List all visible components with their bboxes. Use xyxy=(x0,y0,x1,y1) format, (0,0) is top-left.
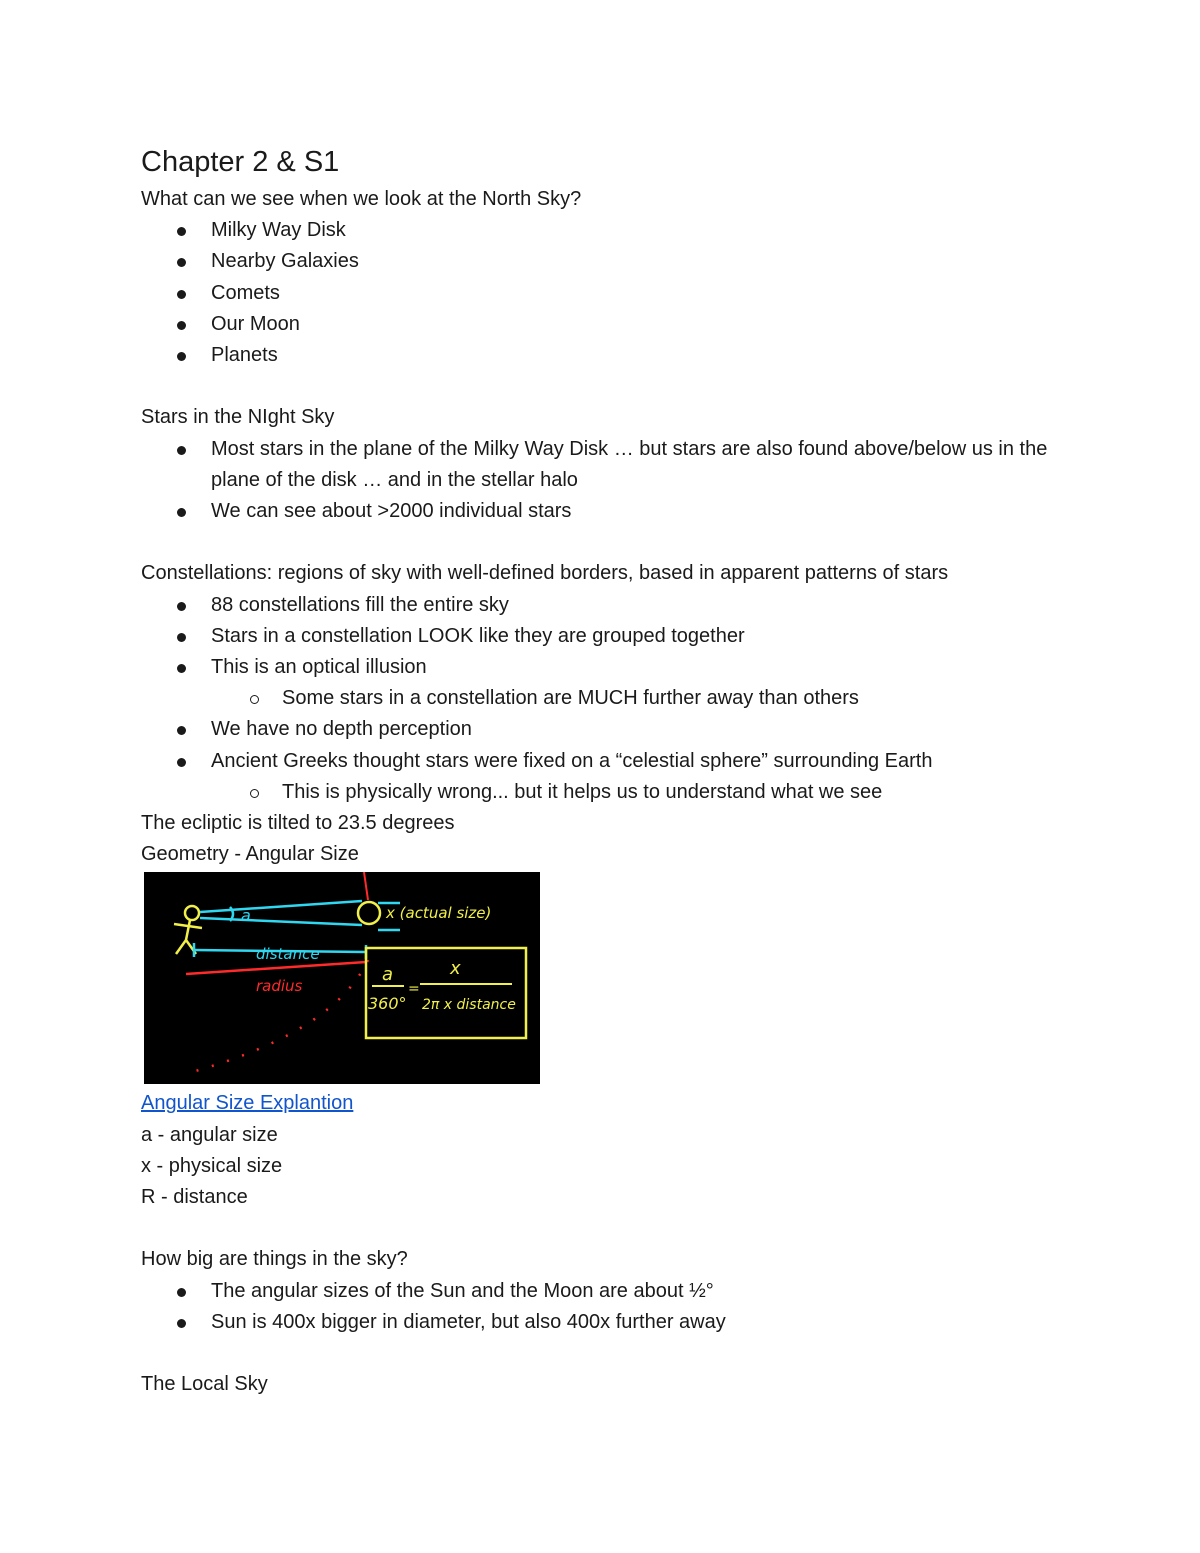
bullet-list xyxy=(141,1276,1061,1338)
bullet-icon xyxy=(177,352,186,361)
blank-line xyxy=(141,527,1061,558)
angular-size-diagram xyxy=(144,872,540,1084)
list-item: Planets xyxy=(141,340,1061,371)
list-item: Comets xyxy=(141,278,1061,309)
radius-label: radius xyxy=(256,977,303,996)
section-heading: How big are things in the sky? xyxy=(141,1248,408,1271)
definition-line: x - physical size xyxy=(141,1154,283,1177)
list-item: Stars in a constellation LOOK like they are grouped together xyxy=(141,621,1061,652)
list-item: Milky Way Disk xyxy=(141,215,1061,246)
bullet-icon xyxy=(177,227,186,236)
section-heading: The Local Sky xyxy=(141,1373,268,1396)
bullet-icon xyxy=(177,602,186,611)
section-heading: Constellations: regions of sky with well-defined borders, based in apparent patterns of stars xyxy=(141,562,949,585)
list-item: Most stars in the plane of the Milky Way Disk … but stars are also found above/below us in the plane of the disk … and in the stellar halo xyxy=(141,434,1061,496)
formula-denominator: 2π x distance xyxy=(422,997,516,1014)
list-item: 88 constellations fill the entire sky xyxy=(141,590,1061,621)
formula-equals: = xyxy=(408,981,420,998)
list-item: We have no depth perception xyxy=(141,714,1061,745)
sub-list-item: Some stars in a constellation are MUCH further away than others xyxy=(141,683,1061,714)
list-item: Nearby Galaxies xyxy=(141,246,1061,277)
bullet-icon xyxy=(177,633,186,642)
bullet-icon xyxy=(177,726,186,735)
bullet-list xyxy=(141,434,1061,528)
definition-line: a - angular size xyxy=(141,1123,278,1146)
bullet-icon xyxy=(177,508,186,517)
hollow-bullet-icon xyxy=(250,789,259,798)
definition-line: R - distance xyxy=(141,1186,248,1209)
list-item: Ancient Greeks thought stars were fixed on a “celestial sphere” surrounding Earth This is physically wrong... but it helps us to understand what we see xyxy=(141,746,1061,808)
bullet-icon xyxy=(177,321,186,330)
bullet-list xyxy=(141,590,1061,808)
sub-list xyxy=(141,683,1061,714)
bullet-icon xyxy=(177,290,186,299)
bullet-icon xyxy=(177,1288,186,1297)
link-paragraph xyxy=(141,1088,1061,1119)
ecliptic-text: The ecliptic is tilted to 23.5 degrees xyxy=(141,812,455,835)
bullet-icon xyxy=(177,446,186,455)
formula-angle: a xyxy=(382,964,394,986)
document-page xyxy=(141,140,1061,1400)
section-heading: What can we see when we look at the North Sky? xyxy=(141,188,582,210)
bullet-icon xyxy=(177,1319,186,1328)
blank-line xyxy=(141,1213,1061,1244)
list-item: The angular sizes of the Sun and the Moon are about ½° xyxy=(141,1276,1061,1307)
bullet-icon xyxy=(177,258,186,267)
distance-label: distance xyxy=(256,945,320,964)
page-title: Chapter 2 & S1 xyxy=(141,146,340,178)
list-item: This is an optical illusion Some stars in a constellation are MUCH further away than others xyxy=(141,652,1061,714)
bullet-icon xyxy=(177,758,186,767)
blank-line xyxy=(141,1338,1061,1369)
angle-label: a xyxy=(241,906,251,926)
sub-list-item: This is physically wrong... but it helps us to understand what we see xyxy=(141,777,1061,808)
list-item: Sun is 400x bigger in diameter, but also 400x further away xyxy=(141,1307,1061,1338)
sub-list xyxy=(141,777,1061,808)
formula-x: x xyxy=(450,958,461,980)
section-heading: Stars in the NIght Sky xyxy=(141,406,335,429)
hollow-bullet-icon xyxy=(250,695,259,704)
section-heading: Geometry - Angular Size xyxy=(141,843,359,866)
list-item: Our Moon xyxy=(141,309,1061,340)
blank-line xyxy=(141,371,1061,402)
bullet-icon xyxy=(177,664,186,673)
angular-size-link[interactable]: Angular Size Explantion xyxy=(141,1092,354,1115)
formula-360: 360° xyxy=(368,994,407,1014)
actual-size-label: x (actual size) xyxy=(386,904,492,923)
bullet-list xyxy=(141,215,1061,371)
list-item: We can see about >2000 individual stars xyxy=(141,496,1061,527)
